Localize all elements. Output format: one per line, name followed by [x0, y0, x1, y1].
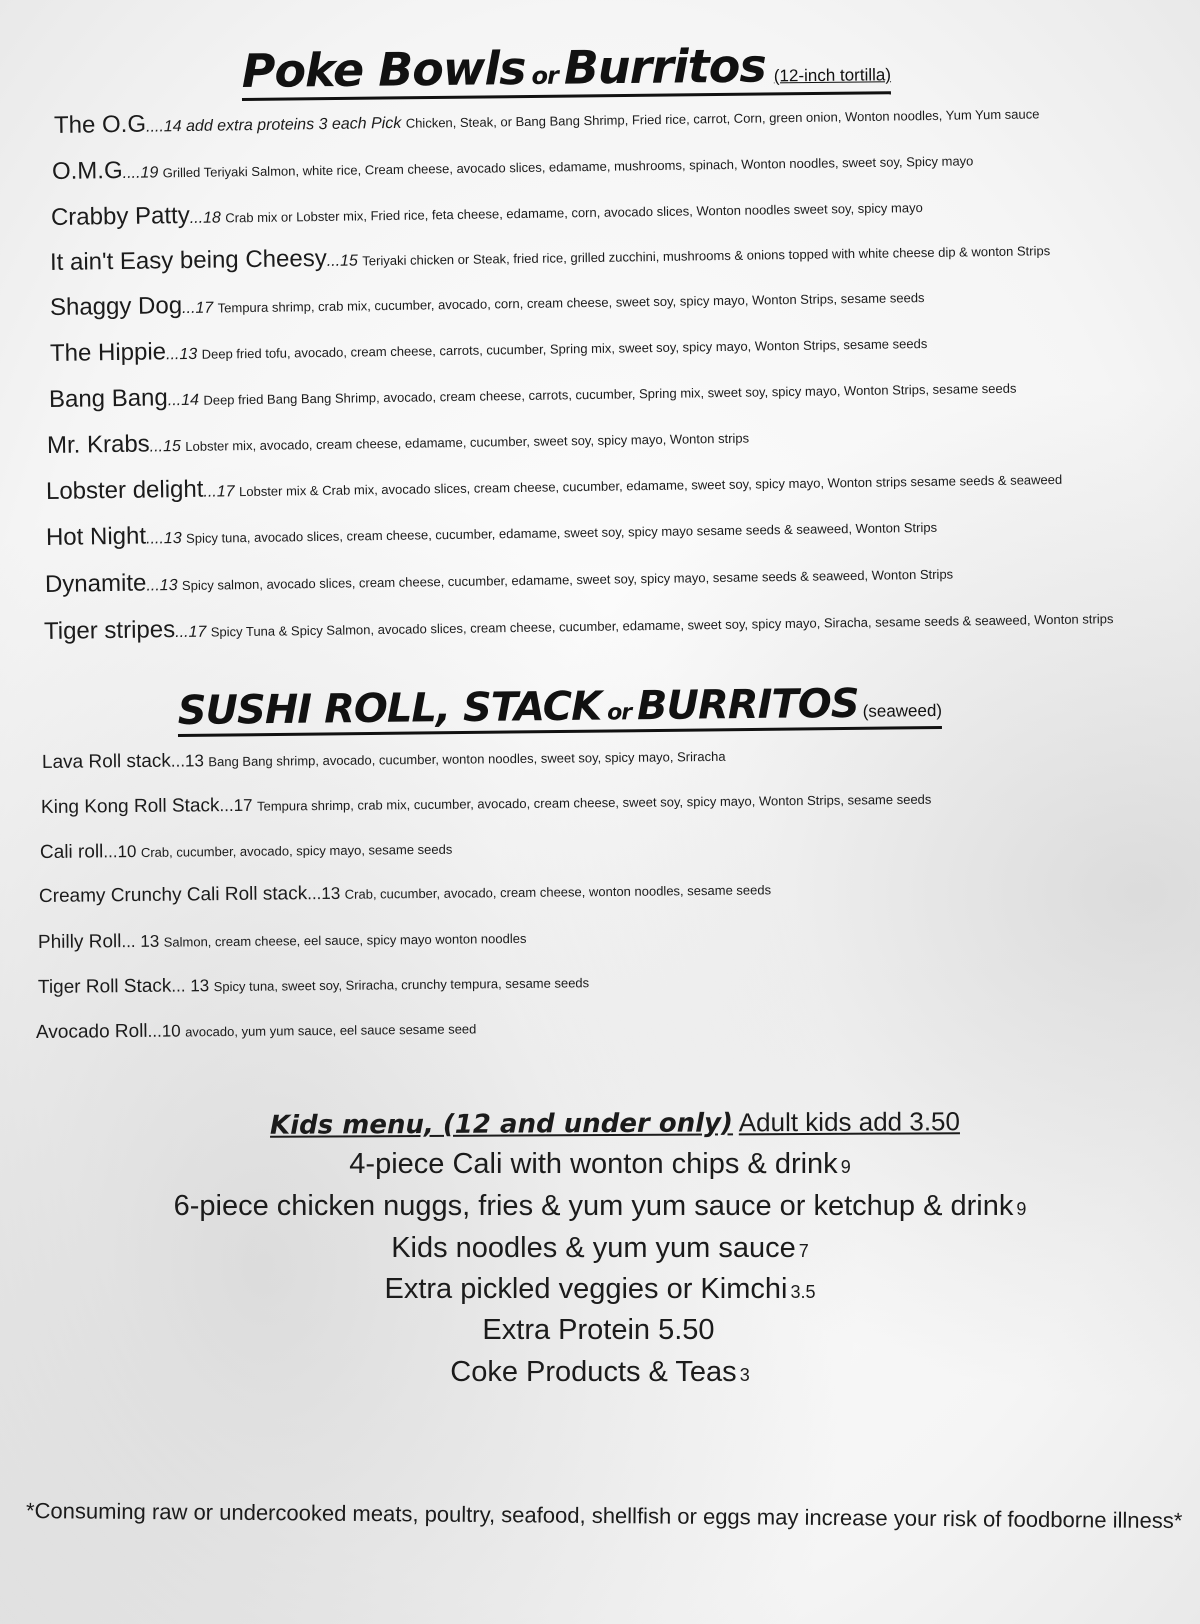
item-price: ...15 — [149, 438, 181, 456]
item-name: Bang Bang — [48, 384, 168, 413]
item-price: ... 13 — [171, 976, 210, 996]
item-price: ...15 — [326, 252, 359, 270]
item-name: Tiger stripes — [43, 616, 176, 645]
item-name: Shaggy Dog — [49, 292, 183, 321]
item-price: ...13 — [165, 345, 198, 364]
menu-item — [40, 838, 453, 864]
item-description: avocado, yum yum sauce, eel sauce sesame seed — [185, 1021, 477, 1040]
menu-item — [46, 511, 937, 552]
kids-item-price: 3 — [739, 1365, 750, 1385]
item-name: It ain't Easy being Cheesy — [49, 244, 327, 276]
kids-item-price: 9 — [1016, 1199, 1027, 1219]
item-name: The O.G — [53, 110, 147, 139]
item-price: ... 13 — [121, 931, 160, 952]
item-name: Crabby Patty — [50, 201, 190, 231]
kids-item-text: Kids noodles & yum yum sauce — [391, 1232, 796, 1264]
item-price: ...14 — [167, 391, 200, 410]
item-description: Spicy tuna, sweet soy, Sriracha, crunchy tempura, sesame seeds — [213, 975, 590, 995]
food-safety-disclaimer: *Consuming raw or undercooked meats, poultry, seafood, shellfish or eggs may increase your risk of foodborne illness* — [25, 1498, 1183, 1534]
item-description: Chicken, Steak, or Bang Bang Shrimp, Fried rice, carrot, Corn, green onion, Wonton noodles, Yum Yum sauce — [405, 106, 1040, 131]
item-price: ...17 — [175, 623, 207, 642]
item-price: ...17 — [181, 299, 214, 318]
kids-item-price: 7 — [798, 1241, 809, 1261]
item-description: Lobster mix & Crab mix, avocado slices, cream cheese, cucumber, edamame, sweet soy, spicy mayo, Wonton strips sesame seeds & seaweed — [238, 471, 1063, 500]
item-name: The Hippie — [49, 338, 167, 367]
sushi-title-note: (seaweed) — [862, 700, 943, 721]
menu-item — [44, 602, 1114, 646]
item-name: Creamy Crunchy Cali Roll stack — [38, 883, 308, 907]
menu-item — [42, 745, 726, 774]
item-name: Tiger Roll Stack — [37, 975, 172, 998]
item-price: ...17 — [203, 483, 235, 501]
kids-item-text: Extra pickled veggies or Kimchi — [384, 1273, 788, 1305]
item-description: Grilled Teriyaki Salmon, white rice, Cream cheese, avocado slices, edamame, mushrooms, spinach, Wonton noodles, sweet soy, Spicy mayo — [162, 153, 974, 181]
menu-item — [50, 234, 1051, 277]
sushi-title-a: SUSHI ROLL, STACK — [177, 683, 602, 735]
item-price: ...10 — [147, 1021, 181, 1041]
kids-item-text: Coke Products & Teas — [450, 1356, 737, 1388]
kids-item-price: 3.5 — [790, 1282, 816, 1302]
poke-section-title — [241, 37, 891, 101]
kids-menu-label: Kids menu, (12 and under only) — [269, 1108, 734, 1141]
kids-item-text: 4-piece Cali with wonton chips & drink — [349, 1148, 838, 1180]
poke-title-a: Poke Bowls — [241, 41, 526, 99]
item-name: Lava Roll stack — [41, 750, 171, 773]
menu-item — [54, 97, 1040, 140]
item-description: Tempura shrimp, crab mix, cucumber, avocado, cream cheese, sweet soy, spicy mayo, Wonton Strips, sesame seeds — [256, 791, 932, 814]
menu-item — [47, 422, 749, 460]
item-description: Deep fried Bang Bang Shrimp, avocado, cream cheese, carrots, cucumber, Spring mix, sweet soy, spicy mayo, Wonton Strips, sesame seeds — [203, 380, 1017, 408]
kids-menu-item — [0, 1356, 1200, 1389]
kids-item-text: Extra Protein 5.50 — [482, 1314, 715, 1346]
kids-menu-item — [0, 1232, 1200, 1265]
menu-item — [41, 788, 932, 819]
item-price: ...18 — [189, 209, 222, 227]
item-name: King Kong Roll Stack — [40, 795, 220, 818]
item-name: Philly Roll — [37, 931, 122, 953]
kids-item-text: 6-piece chicken nuggs, fries & yum yum sauce or ketchup & drink — [173, 1190, 1014, 1222]
kids-menu-item — [0, 1148, 1200, 1181]
item-description: Crab mix or Lobster mix, Fried rice, feta cheese, edamame, corn, avocado slices, Wonton noodles sweet soy, spicy mayo — [225, 200, 923, 226]
sushi-title-or: or — [607, 700, 632, 726]
item-description: Crab, cucumber, avocado, cream cheese, wonton noodles, sesame seeds — [344, 882, 772, 902]
item-name: Avocado Roll — [35, 1020, 148, 1043]
kids-item-price: 9 — [840, 1157, 851, 1177]
item-price: ...17 — [219, 795, 253, 816]
item-description: Salmon, cream cheese, eel sauce, spicy mayo wonton noodles — [163, 930, 527, 950]
item-price: ....14 add extra proteins 3 each Pick — [145, 114, 402, 136]
menu-item — [38, 927, 527, 954]
menu-item — [46, 463, 1063, 506]
item-name: Cali roll — [39, 841, 104, 863]
item-price: ...13 — [146, 577, 178, 595]
item-name: Mr. Krabs — [46, 430, 150, 459]
item-description: Tempura shrimp, crab mix, cucumber, avocado, corn, cream cheese, sweet soy, spicy mayo, Wonton Strips, sesame seeds — [217, 290, 925, 316]
item-description: Crab, cucumber, avocado, spicy mayo, sesame seeds — [140, 841, 453, 860]
menu-item — [52, 144, 974, 186]
menu-item — [45, 558, 953, 599]
kids-menu-item — [0, 1190, 1200, 1223]
kids-menu-title — [270, 1106, 960, 1141]
item-price: ...10 — [103, 841, 137, 862]
item-price: ....19 — [122, 164, 159, 182]
menu-item — [49, 372, 1017, 414]
menu-item — [38, 971, 589, 999]
item-description: Bang Bang shrimp, avocado, cucumber, wonton noodles, sweet soy, spicy mayo, Sriracha — [208, 748, 726, 770]
menu-item — [36, 1017, 477, 1044]
menu-item — [39, 878, 771, 908]
item-name: Dynamite — [44, 569, 147, 598]
kids-menu-item — [0, 1273, 1200, 1306]
item-description: Spicy salmon, avocado slices, cream cheese, cucumber, edamame, sweet soy, spicy mayo, sesame seeds & seaweed, Wonton Strips — [181, 566, 954, 593]
poke-title-note: (12-inch tortilla) — [773, 65, 892, 86]
item-description: Deep fried tofu, avocado, cream cheese, carrots, cucumber, Spring mix, sweet soy, spicy mayo, Wonton Strips, sesame seeds — [201, 335, 928, 362]
sushi-section-title — [177, 680, 942, 737]
kids-adult-note: Adult kids add 3.50 — [738, 1106, 960, 1138]
item-description: Lobster mix, avocado, cream cheese, edamame, cucumber, sweet soy, spicy mayo, Wonton strips — [185, 430, 750, 454]
kids-menu-item — [0, 1314, 1200, 1347]
item-price: ...13 — [307, 883, 341, 904]
menu-item — [50, 327, 928, 368]
menu-item — [51, 191, 923, 232]
menu-item — [50, 281, 925, 322]
sushi-title-b: BURRITOS — [636, 680, 859, 730]
item-price: ....13 — [145, 529, 182, 548]
item-description: Spicy Tuna & Spicy Salmon, avocado slices, cream cheese, cucumber, edamame, sweet soy, spicy mayo, Siracha, sesame seeds & seaweed, Wonton strips — [210, 611, 1114, 640]
item-description: Spicy tuna, avocado slices, cream cheese, cucumber, edamame, sweet soy, spicy mayo sesame seeds & seaweed, Wonton Strips — [185, 519, 938, 546]
item-name: Lobster delight — [45, 475, 204, 505]
item-name: Hot Night — [45, 522, 147, 551]
item-price: ...13 — [170, 751, 205, 771]
poke-title-b: Burritos — [563, 38, 766, 95]
poke-title-or: or — [531, 61, 559, 90]
item-description: Teriyaki chicken or Steak, fried rice, grilled zucchini, mushrooms & onions topped with white cheese dip & wonton Strips — [362, 243, 1051, 269]
item-name: O.M.G — [51, 156, 123, 185]
